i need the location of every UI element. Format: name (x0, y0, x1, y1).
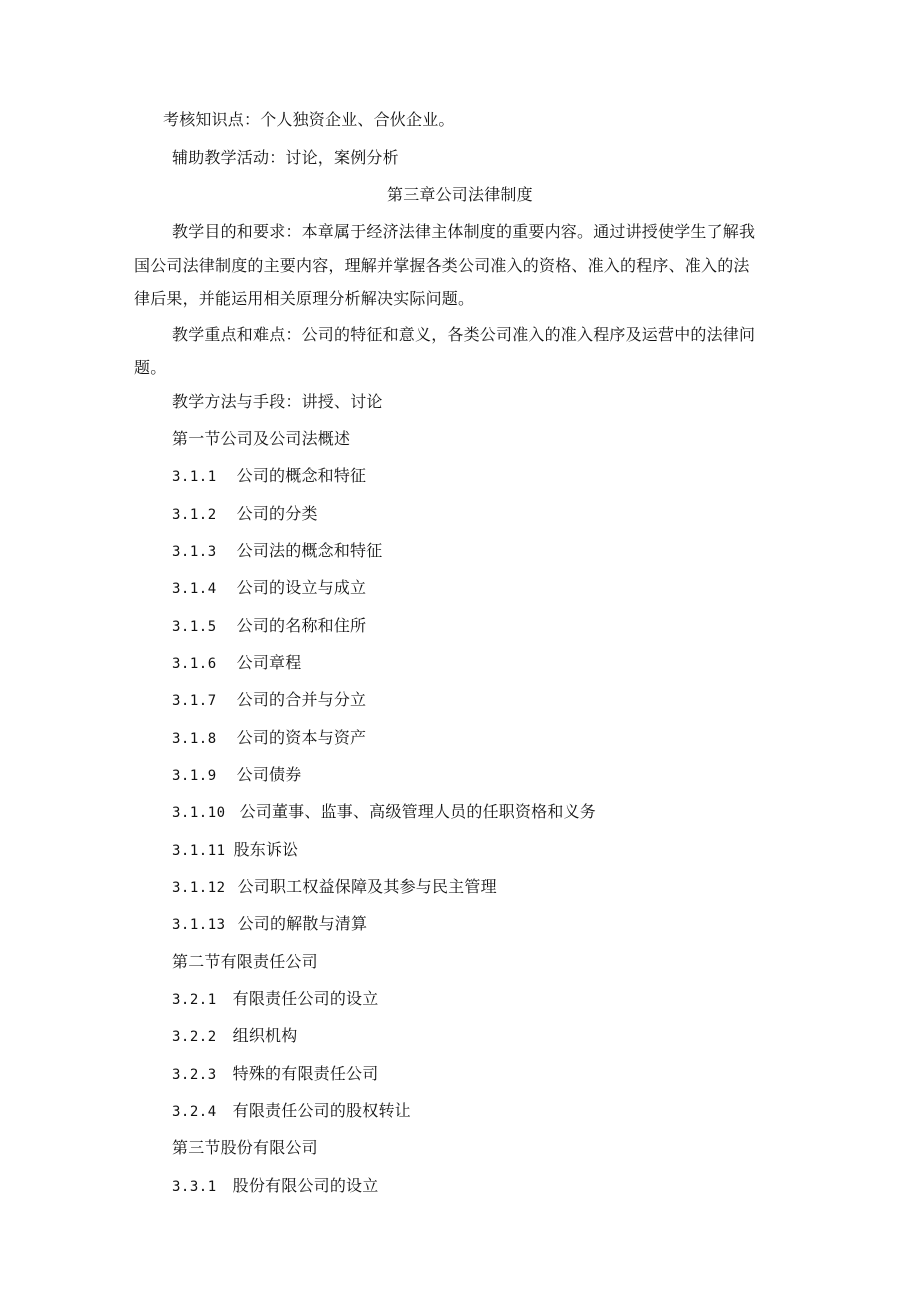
outline-item-number: 3.2.1 (172, 992, 217, 1008)
outline-item (172, 1064, 378, 1085)
outline-item (172, 541, 382, 562)
outline-item-text: 公司的分类 (236, 504, 318, 523)
section-3-title: 第三节股份有限公司 (172, 1138, 318, 1157)
outline-item-text: 公司董事、监事、高级管理人员的任职资格和义务 (239, 802, 596, 821)
objectives-line-1: 教学目的和要求：本章属于经济法律主体制度的重要内容。通过讲授使学生了解我 (172, 222, 756, 241)
objectives-line-2: 国公司法律制度的主要内容，理解并掌握各类公司准入的资格、准入的程序、准入的法 (134, 256, 750, 275)
outline-item-text: 公司章程 (236, 653, 302, 672)
key-points-line-1: 教学重点和难点：公司的特征和意义，各类公司准入的准入程序及运营中的法律问 (172, 325, 756, 344)
section-2-title: 第二节有限责任公司 (172, 952, 318, 971)
methods-line: 教学方法与手段：讲授、讨论 (172, 392, 383, 411)
key-points-line-2: 题。 (134, 358, 167, 377)
outline-item (172, 989, 378, 1010)
outline-item-number: 3.1.3 (172, 544, 217, 560)
outline-item-text: 公司的解散与清算 (237, 914, 368, 933)
outline-item (172, 728, 366, 749)
outline-item-text: 公司职工权益保障及其参与民主管理 (237, 877, 497, 896)
outline-item-text: 公司债券 (236, 765, 302, 784)
outline-item (172, 653, 301, 674)
outline-item-number: 3.1.8 (172, 731, 217, 747)
outline-item-text: 公司法的概念和特征 (236, 541, 383, 560)
outline-item (172, 840, 298, 861)
objectives-line-3: 律后果，并能运用相关原理分析解决实际问题。 (134, 289, 475, 308)
outline-item (172, 466, 366, 487)
outline-item-number: 3.3.1 (172, 1179, 217, 1195)
outline-item (172, 1176, 378, 1197)
outline-item-number: 3.1.4 (172, 581, 217, 597)
outline-item-text: 公司的设立与成立 (236, 578, 367, 597)
outline-item-number: 3.1.12 (172, 880, 226, 896)
outline-item-number: 3.2.4 (172, 1104, 217, 1120)
outline-item-text: 特殊的有限责任公司 (232, 1064, 379, 1083)
outline-item (172, 914, 367, 935)
outline-item-number: 3.1.7 (172, 693, 217, 709)
outline-item-text: 组织机构 (232, 1026, 298, 1045)
chapter-title: 第三章公司法律制度 (387, 185, 533, 204)
outline-item-number: 3.1.2 (172, 507, 217, 523)
aux-activities-line: 辅助教学活动：讨论，案例分析 (172, 148, 399, 167)
outline-item-number: 3.2.3 (172, 1067, 217, 1083)
outline-item (172, 802, 596, 823)
section-1-title: 第一节公司及公司法概述 (172, 429, 351, 448)
outline-item-text: 公司的概念和特征 (236, 466, 367, 485)
outline-item (172, 578, 366, 599)
outline-item-text: 有限责任公司的股权转让 (232, 1101, 411, 1120)
outline-item (172, 616, 366, 637)
outline-item-number: 3.1.13 (172, 917, 226, 933)
exam-points-line: 考核知识点：个人独资企业、合伙企业。 (163, 110, 455, 129)
outline-item-number: 3.1.5 (172, 619, 217, 635)
outline-item-number: 3.1.9 (172, 768, 217, 784)
outline-item (172, 1026, 297, 1047)
outline-item-text: 公司的合并与分立 (236, 690, 367, 709)
outline-item (172, 765, 301, 786)
outline-item (172, 877, 497, 898)
outline-item-number: 3.1.6 (172, 656, 217, 672)
outline-item-text: 有限责任公司的设立 (232, 989, 379, 1008)
outline-item-number: 3.2.2 (172, 1029, 217, 1045)
outline-item-text: 公司的名称和住所 (236, 616, 367, 635)
outline-item-number: 3.1.11 (172, 843, 226, 859)
outline-item (172, 1101, 411, 1122)
outline-item (172, 504, 318, 525)
outline-item-number: 3.1.10 (172, 805, 226, 821)
outline-item-text: 股东诉讼 (233, 840, 299, 859)
outline-item-text: 股份有限公司的设立 (232, 1176, 379, 1195)
outline-item (172, 690, 366, 711)
outline-item-text: 公司的资本与资产 (236, 728, 367, 747)
outline-item-number: 3.1.1 (172, 469, 217, 485)
